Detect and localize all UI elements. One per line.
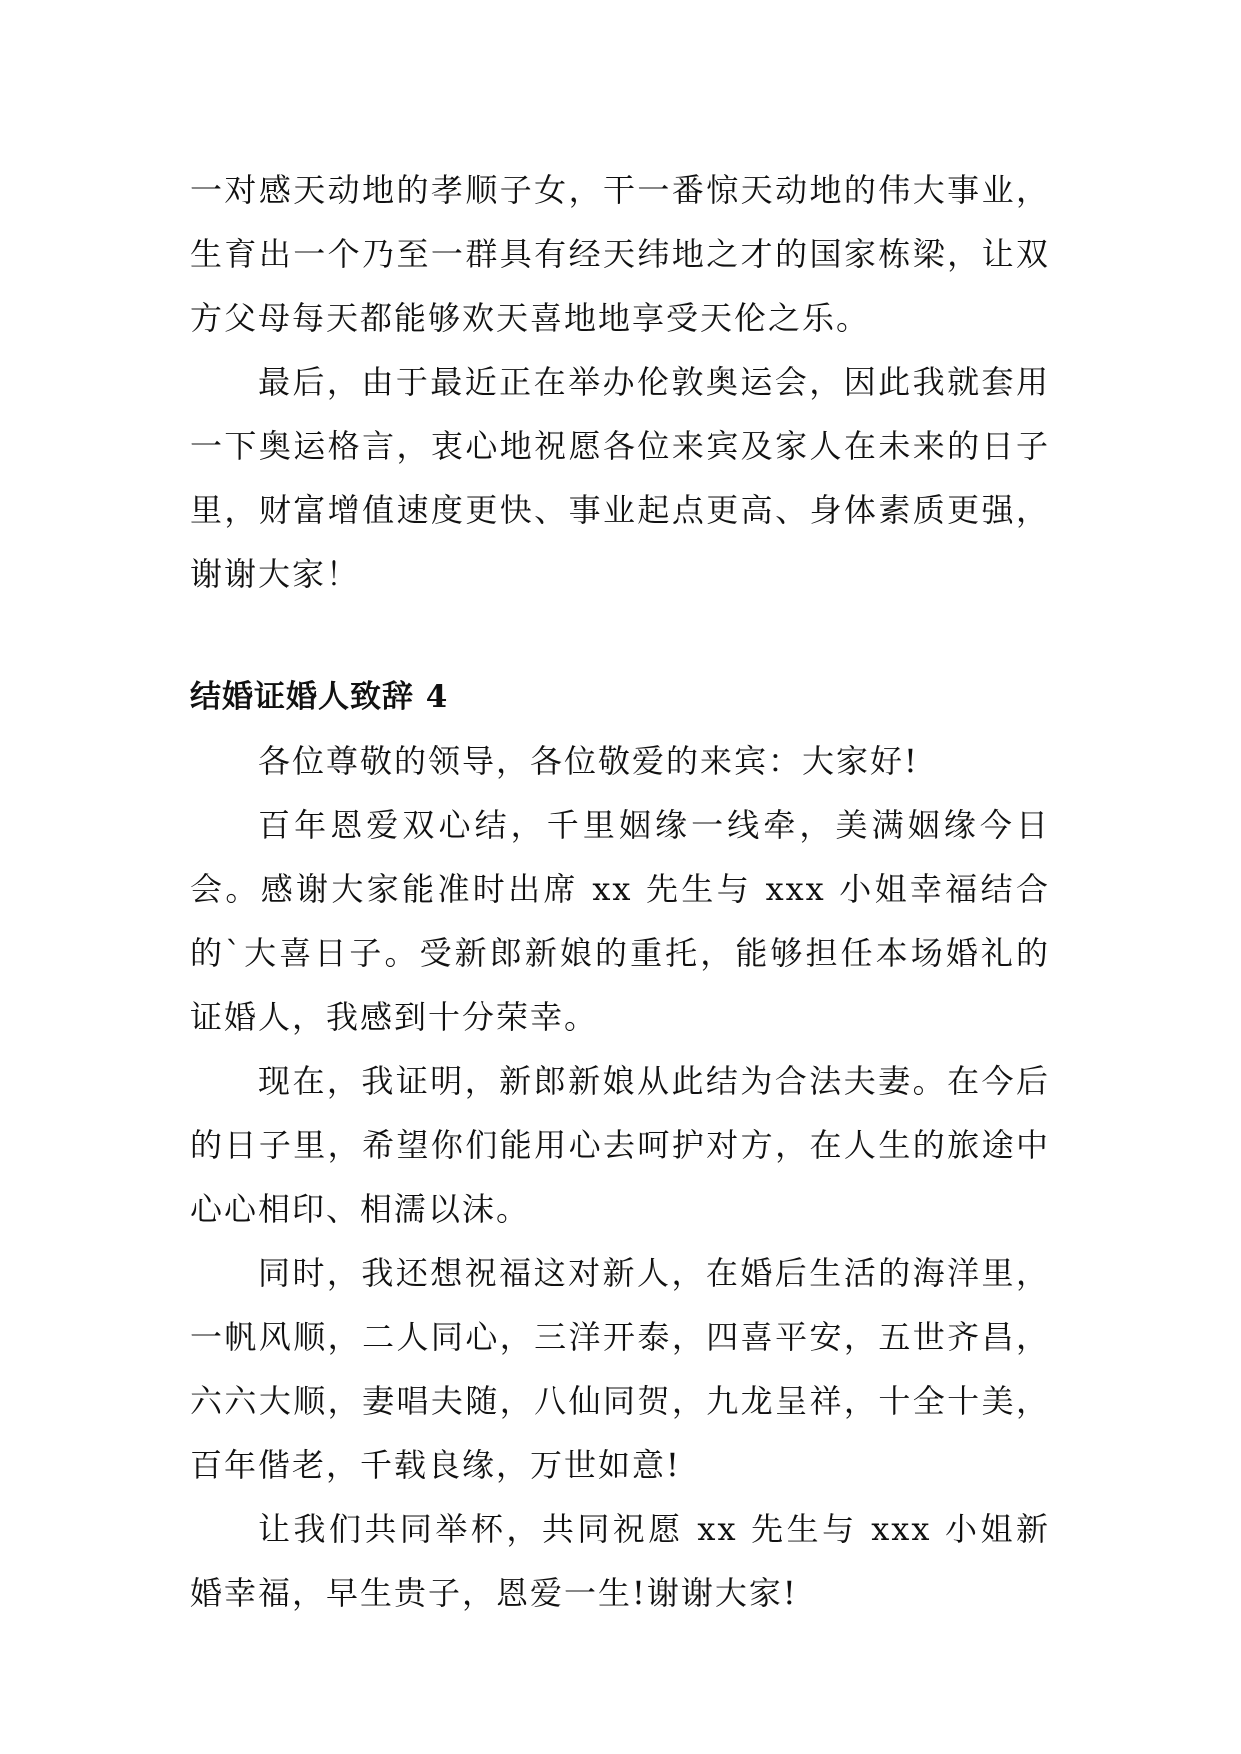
- paragraph-greeting: 各位尊敬的领导，各位敬爱的来宾：大家好!: [258, 742, 919, 780]
- section-title: 结婚证婚人致辞 4: [190, 679, 449, 715]
- paragraph-toast: 让我们共同举杯，共同祝愿 xx 先生与 xxx 小姐新婚幸福，早生贵子，恩爱一生!谢谢大家!: [190, 1510, 1050, 1612]
- paragraph-declaration: 现在，我证明，新郎新娘从此结为合法夫妻。在今后的日子里，希望你们能用心去呵护对方，在人生的旅途中心心相印、相濡以沫。: [190, 1062, 1050, 1228]
- paragraph-continued: 一对感天动地的孝顺子女，干一番惊天动地的伟大事业，生育出一个乃至一群具有经天纬地之才的国家栋梁，让双方父母每天都能够欢天喜地地享受天伦之乐。: [190, 171, 1050, 337]
- section-spacer: [190, 606, 1050, 665]
- paragraph-blessings: 同时，我还想祝福这对新人，在婚后生活的海洋里，一帆风顺，二人同心，三洋开泰，四喜平安，五世齐昌，六六大顺，妻唱夫随，八仙同贺，九龙呈祥，十全十美，百年偕老，千载良缘，万世如意!: [190, 1254, 1050, 1484]
- paragraph-opening: 百年恩爱双心结，千里姻缘一线牵，美满姻缘今日会。感谢大家能准时出席 xx 先生与 xxx 小姐幸福结合的`大喜日子。受新郎新娘的重托，能够担任本场婚礼的证婚人，我感到十分荣幸。: [190, 806, 1050, 1036]
- document-body: [190, 158, 1050, 1625]
- paragraph-closing: 最后，由于最近正在举办伦敦奥运会，因此我就套用一下奥运格言，衷心地祝愿各位来宾及家人在未来的日子里，财富增值速度更快、事业起点更高、身体素质更强，谢谢大家！: [190, 363, 1050, 593]
